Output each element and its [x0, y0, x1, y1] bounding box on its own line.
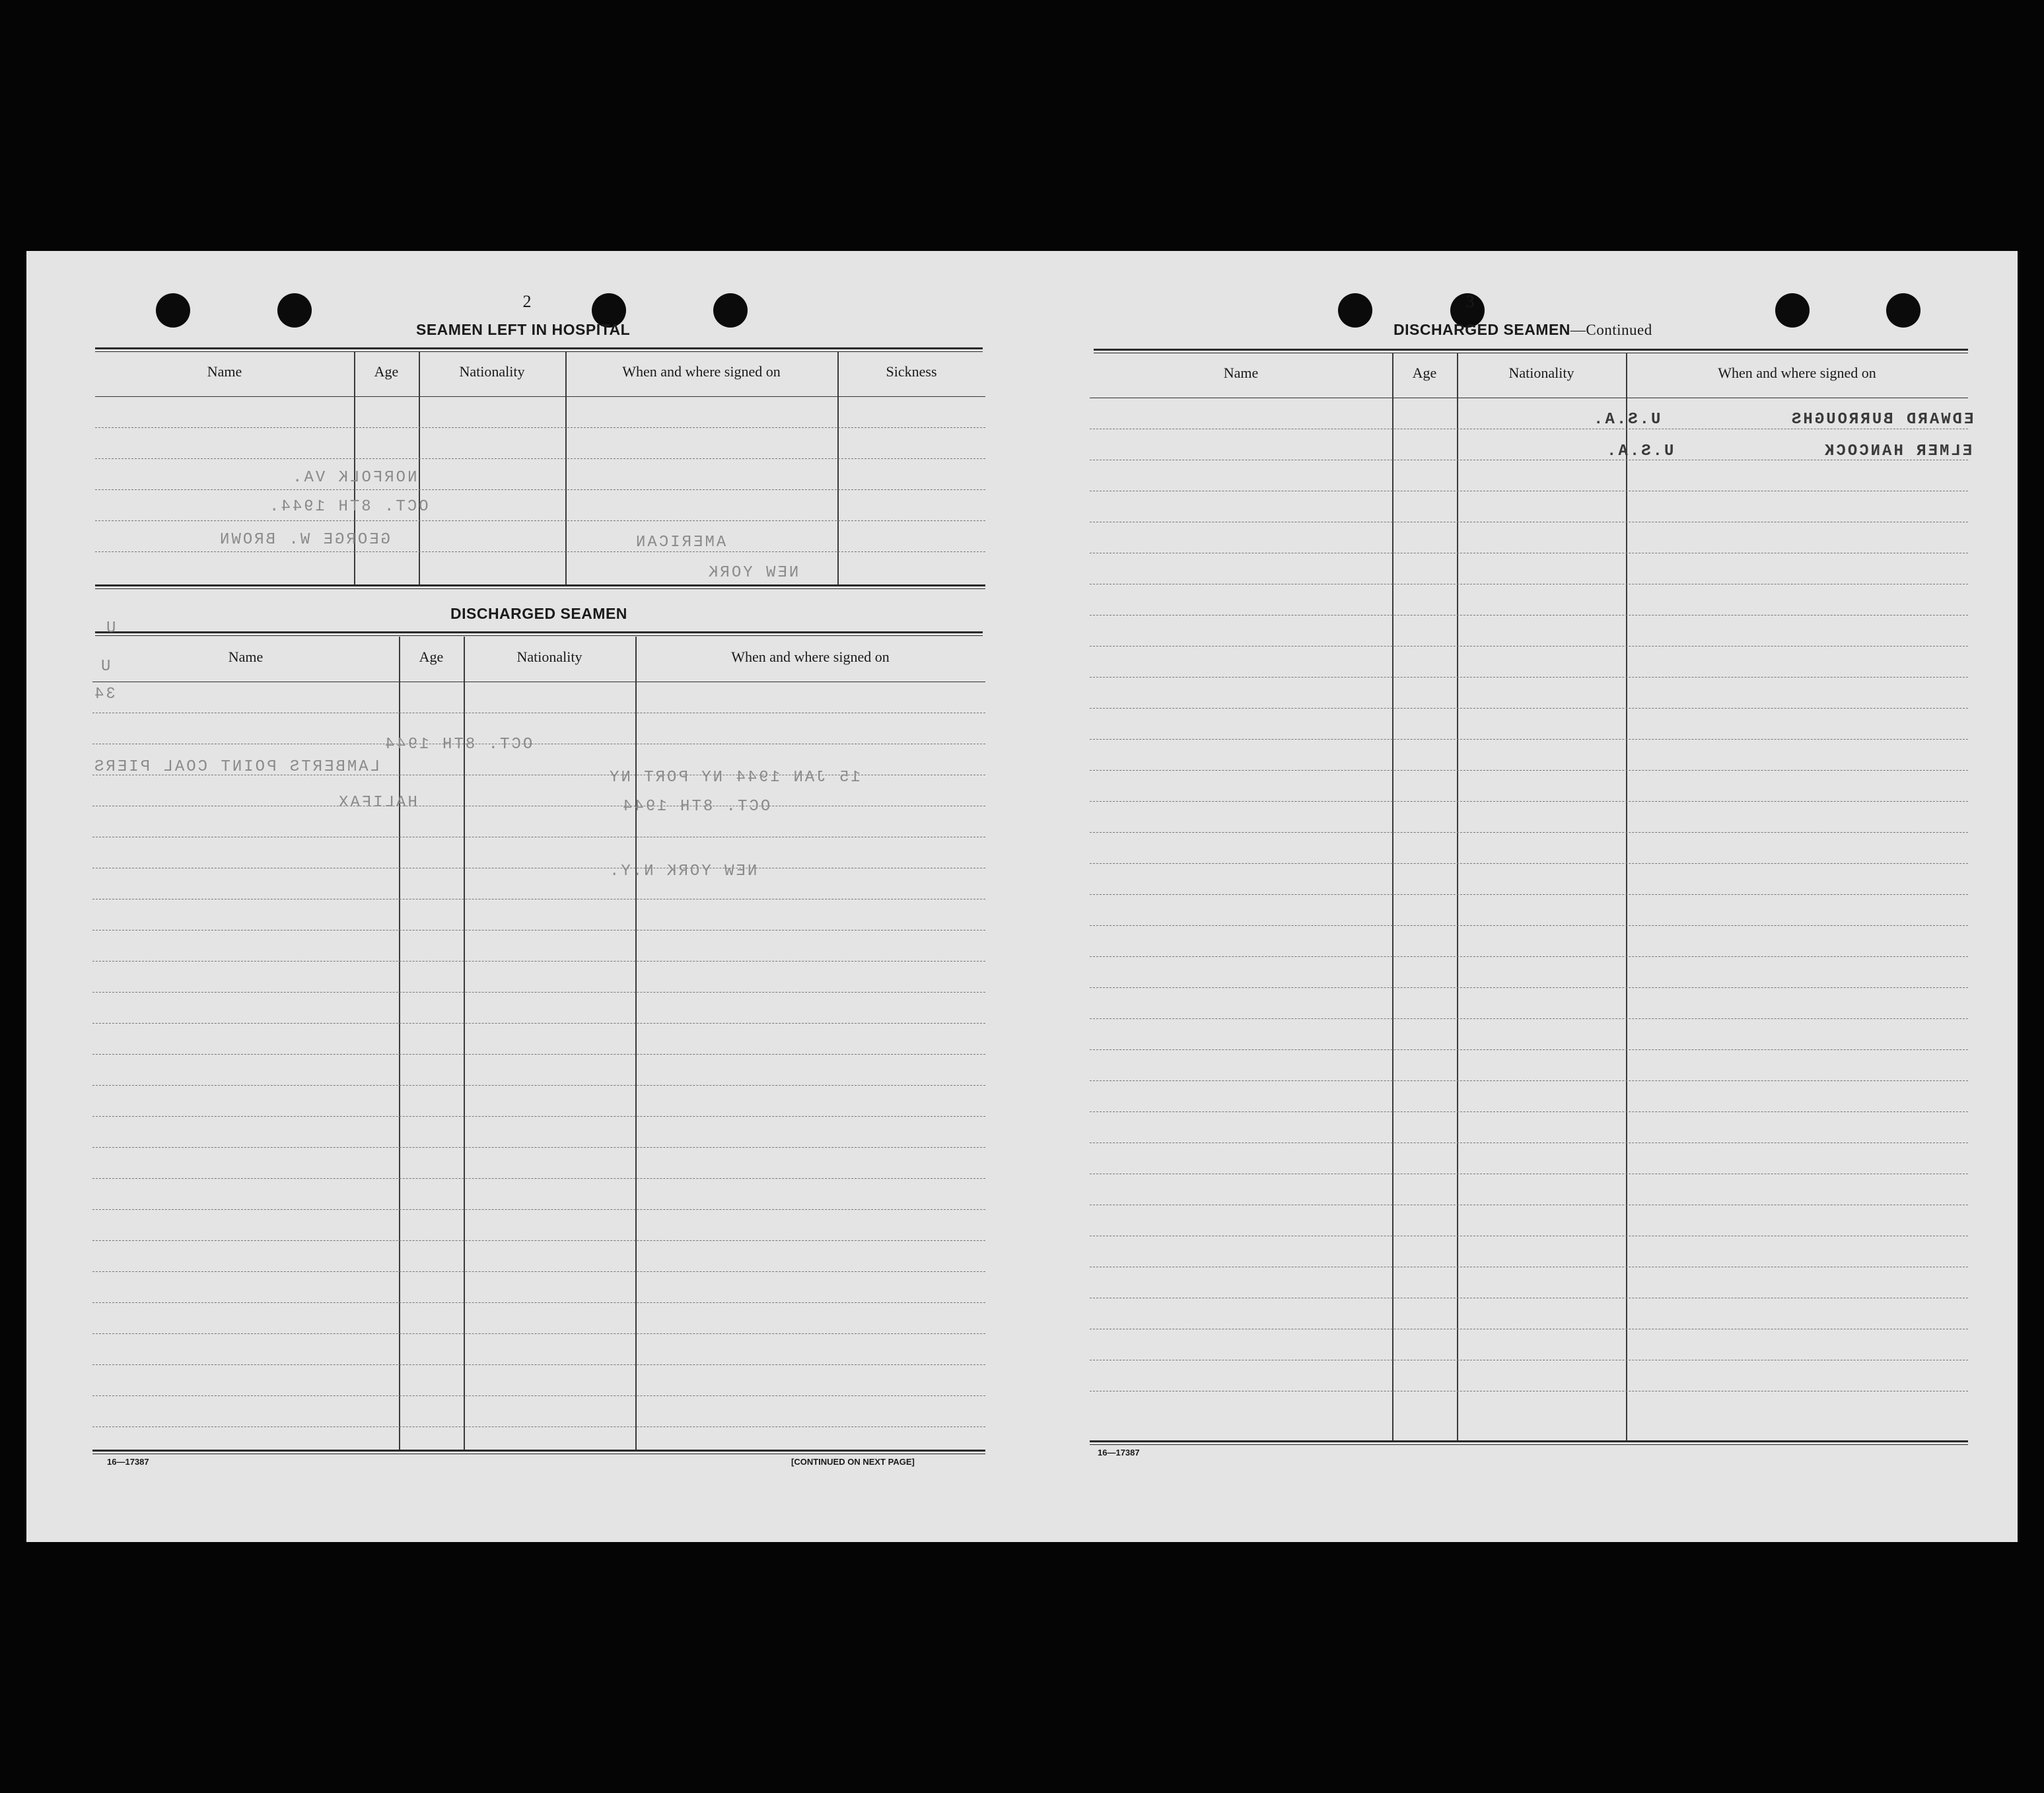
col-age-header: Age [374, 363, 399, 380]
row-line [92, 992, 985, 993]
row-line [92, 1054, 985, 1055]
row-line [1090, 677, 1968, 678]
row-line [92, 1147, 985, 1148]
punch-hole [277, 293, 312, 328]
page-number: 2 [522, 292, 532, 311]
bleed-text: AMERICAN [634, 534, 726, 551]
continued-note: [CONTINUED ON NEXT PAGE] [791, 1457, 915, 1467]
column-divider [464, 637, 465, 1452]
bleed-text: NEW YORK [707, 564, 799, 582]
discharged-title: DISCHARGED SEAMEN [450, 605, 627, 622]
bleed-text: EDWARD BURROUGHS [1790, 411, 1974, 429]
bleed-text: OCT. 8TH 1944 [383, 736, 533, 754]
bleed-text: NEW YORK N.Y. [608, 862, 758, 880]
form-number: 16—17387 [107, 1457, 149, 1467]
discharged-continued-table [1090, 353, 1968, 1442]
row-line [1090, 1049, 1968, 1050]
bleed-text: OCT. 8TH 1944 [621, 798, 771, 816]
bleed-text: U.S.A. [1592, 411, 1661, 429]
row-line [92, 1023, 985, 1024]
discharged-top-rule [95, 631, 983, 633]
row-line [1090, 925, 1968, 926]
row-line [1090, 832, 1968, 833]
scanned-document [26, 251, 2018, 1542]
punch-hole [156, 293, 190, 328]
punch-hole [1338, 293, 1372, 328]
bleed-text: 34 [92, 686, 116, 703]
row-line [92, 1271, 985, 1272]
row-line [1090, 1080, 1968, 1081]
row-line [92, 1333, 985, 1334]
bleed-text: NORFOLK VA. [291, 469, 417, 487]
row-line [95, 427, 985, 428]
row-line [92, 1364, 985, 1365]
col-age-header: Age [419, 649, 444, 665]
hospital-title: SEAMEN LEFT IN HOSPITAL [416, 321, 631, 338]
row-line [92, 1240, 985, 1241]
col-name-header: Name [228, 649, 264, 665]
punch-hole [713, 293, 748, 328]
discharged-bottom-rule [92, 1450, 985, 1452]
row-line [92, 1178, 985, 1179]
col-signed-on-header: When and where signed on [1718, 365, 1876, 381]
page-number: 3 [1465, 292, 1475, 311]
title-main: DISCHARGED SEAMEN [1393, 321, 1570, 338]
bleed-text: GEORGE W. BROWN [218, 531, 391, 549]
row-line [92, 1085, 985, 1086]
right-bottom-rule [1090, 1440, 1968, 1442]
bleed-text: 15 JAN 1944 NY PORT NY [608, 769, 861, 787]
row-line [1090, 646, 1968, 647]
column-divider [635, 637, 637, 1452]
col-nationality-header: Nationality [516, 649, 582, 665]
col-nationality-header: Nationality [1508, 365, 1574, 381]
form-number: 16—17387 [1098, 1448, 1140, 1458]
row-line [95, 489, 985, 490]
bleed-text: ELMER HANCOCK [1823, 442, 1973, 460]
col-nationality-header: Nationality [459, 363, 525, 380]
bleed-text: U [104, 619, 116, 637]
punch-hole [1775, 293, 1810, 328]
column-divider [1457, 353, 1458, 1442]
right-page [1024, 251, 2018, 1542]
col-age-header: Age [1412, 365, 1437, 381]
col-name-header: Name [1223, 365, 1259, 381]
row-line [1090, 708, 1968, 709]
col-name-header: Name [207, 363, 242, 380]
col-signed-on-header: When and where signed on [622, 363, 781, 380]
row-line [92, 1426, 985, 1427]
row-line [1090, 1018, 1968, 1019]
row-line [92, 1209, 985, 1210]
right-top-rule [1094, 349, 1968, 351]
row-line [1090, 894, 1968, 895]
bleed-text: LAMBERTS POINT COAL PIERS [92, 758, 380, 776]
left-page [26, 251, 1010, 1542]
hospital-table [95, 351, 985, 586]
row-line [1090, 987, 1968, 988]
bleed-text: HALIFAX [337, 794, 417, 812]
hospital-bottom-rule [95, 584, 985, 586]
row-line [1090, 863, 1968, 864]
row-line [95, 551, 985, 552]
discharged-continued-title [1393, 321, 1652, 339]
punch-hole [1886, 293, 1921, 328]
column-divider [1392, 353, 1393, 1442]
column-divider [1626, 353, 1627, 1442]
row-line [1090, 1111, 1968, 1112]
row-line [92, 930, 985, 931]
title-suffix: —Continued [1570, 322, 1652, 338]
col-sickness-header: Sickness [886, 363, 937, 380]
col-signed-on-header: When and where signed on [731, 649, 890, 665]
row-line [92, 1116, 985, 1117]
row-line [95, 520, 985, 521]
row-line [1090, 956, 1968, 957]
row-line [95, 458, 985, 459]
row-line [92, 1302, 985, 1303]
row-line [92, 961, 985, 962]
bleed-text: OCT. 8TH 1944. [267, 498, 429, 516]
column-divider [399, 637, 400, 1452]
bleed-text: U.S.A. [1605, 442, 1674, 460]
row-line [1090, 801, 1968, 802]
row-line [92, 1395, 985, 1396]
hospital-top-rule [95, 347, 983, 349]
row-line [1090, 770, 1968, 771]
row-line [1090, 739, 1968, 740]
bleed-text: U [99, 658, 111, 676]
